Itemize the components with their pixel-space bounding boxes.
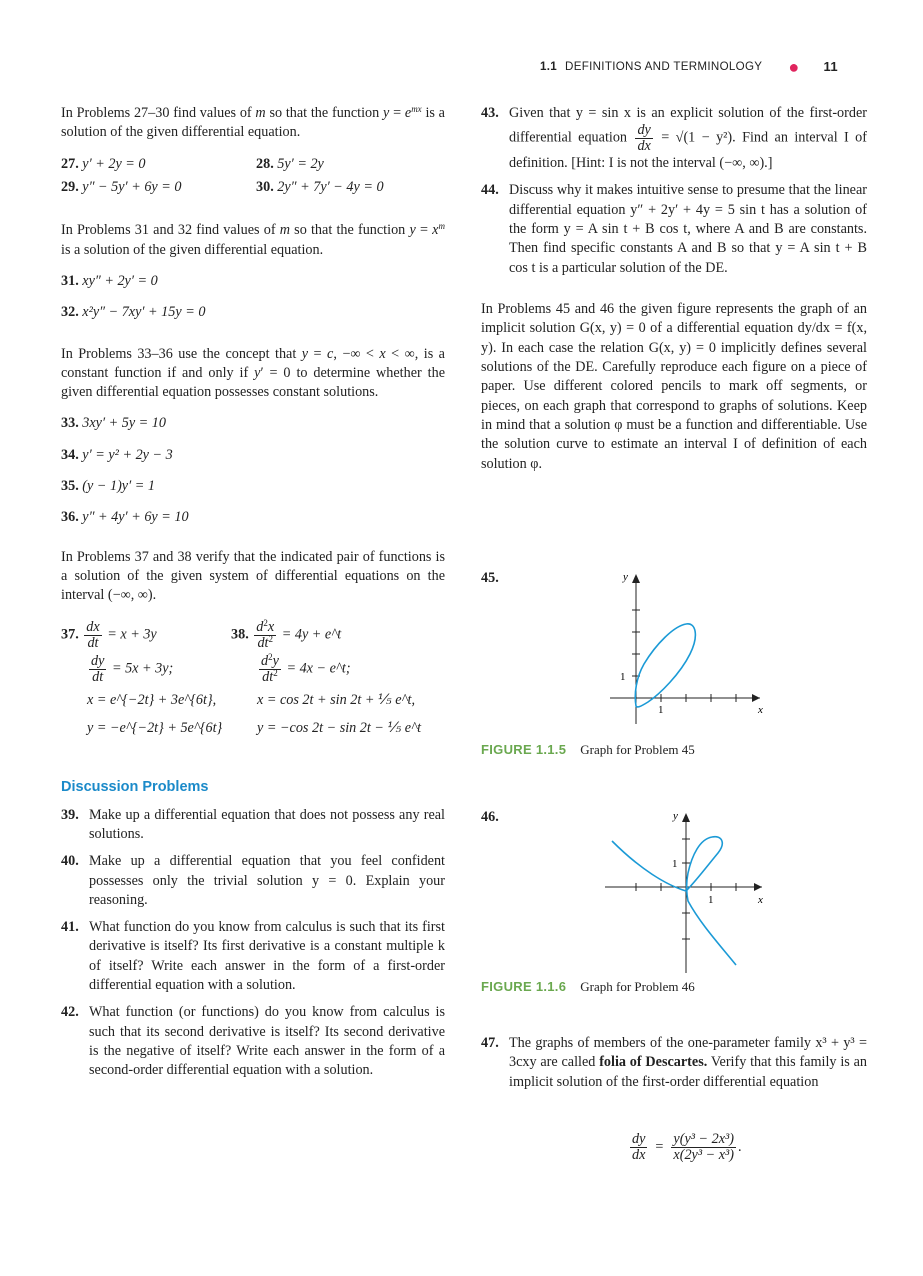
x-axis-label: x xyxy=(758,704,763,716)
problem-40: 40. Make up a differential equation that you feel confident possesses only the trivial solution y = 0. Explain your reasoning. xyxy=(61,853,445,908)
discussion-heading: Discussion Problems xyxy=(61,778,209,795)
problems-37-38 xyxy=(61,617,445,738)
tick-label-y: 1 xyxy=(672,858,678,870)
problem-number: 27. xyxy=(61,155,79,172)
x-arrow-icon xyxy=(752,694,760,702)
intro-27-30: In Problems 27–30 find values of m so that the function $y = e^{mx}$ is a solution of the given differential equation. xyxy=(61,104,445,141)
running-header xyxy=(540,58,866,76)
derivative-dy-dt: $\frac{dy}{dt}$ xyxy=(91,653,105,686)
problem-number: 37. xyxy=(61,626,79,643)
equation: 2y″ + 7y′ − 4y = 0 xyxy=(277,178,384,195)
y-axis-label: y xyxy=(623,571,628,583)
folium-curve xyxy=(612,837,736,965)
problem-number: 30. xyxy=(256,178,274,195)
derivative-dy-dx: $\frac{dy}{dx}$ xyxy=(632,1131,646,1163)
x-arrow-icon xyxy=(754,883,762,891)
solution-x: x = e^{−2t} + 3e^{6t}, xyxy=(87,692,217,709)
equation: = 4x − e^t; xyxy=(286,661,351,678)
section-title: DEFINITIONS AND TERMINOLOGY xyxy=(565,60,763,74)
problem-number: 38. xyxy=(231,626,249,643)
problem-39: 39. Make up a differential equation that does not possess any real solutions. xyxy=(61,806,445,842)
solution-y: y = −cos 2t − sin 2t − ⅕ e^t xyxy=(257,719,422,736)
intro-33-36: In Problems 33–36 use the concept that y = c, −∞ < x < ∞, is a constant function if and only if y′ = 0 to determine whether the given differential equation possesses constant solutions. xyxy=(61,345,445,401)
problem-32: 32. x²y″ − 7xy′ + 15y = 0 xyxy=(61,304,206,321)
tick-label-x: 1 xyxy=(658,704,664,716)
problem-41: 41. What function do you know from calculus is such that its first derivative is itself? Its first derivative is a constant multiple k of itself? Write each answer in the form of a first-order differential equation with a solution. xyxy=(61,919,445,994)
x-axis-label: x xyxy=(758,894,763,906)
problem-44: 44. Discuss why it makes intuitive sense to presume that the linear differential equation y″ + 2y′ + 4y = 5 sin t has a solution of the form y = A sin t + B cos t, where A and B are constants. Then find specific constants A and B so that y = A sin t + B cos t is a particular solution of the DE. xyxy=(481,182,867,276)
problems-27-30 xyxy=(61,155,445,198)
y-arrow-icon xyxy=(682,813,690,822)
problem-46-number: 46. xyxy=(481,809,499,825)
intro-37-38: In Problems 37 and 38 verify that the indicated pair of functions is a solution of the given system of differential equations on the interval (−∞, ∞). xyxy=(61,548,445,604)
folia-term: folia of Descartes. xyxy=(599,1054,708,1071)
derivative-dx-dt: $\frac{dx}{dt}$ xyxy=(86,618,100,651)
derivative-d2y-dt2: $\frac{d^2y}{dt^2}$ xyxy=(261,652,279,686)
y-axis-label: y xyxy=(673,810,678,822)
left-column xyxy=(61,104,445,1081)
right-column xyxy=(481,104,867,474)
section-number: 1.1 xyxy=(540,60,558,74)
intro-31-32: In Problems 31 and 32 find values of m so that the function $y = x^m$ is a solution of the given differential equation. xyxy=(61,221,445,258)
y-arrow-icon xyxy=(632,574,640,583)
figure-1-1-5-caption: FIGURE 1.1.5 Graph for Problem 45 xyxy=(481,742,695,757)
equation: = 5x + 3y; xyxy=(111,661,174,678)
figure-1-1-6-caption: FIGURE 1.1.6 Graph for Problem 46 xyxy=(481,979,695,994)
problem-45-number: 45. xyxy=(481,570,499,586)
problem-31: 31. xy″ + 2y′ = 0 xyxy=(61,272,158,289)
problem-42: 42. What function (or functions) do you know from calculus is such that its second derivative is itself? Its second derivative is the negative of itself? Write each answer in the form of a second-order differential equation with a solution. xyxy=(61,1004,445,1079)
problem-number: 28. xyxy=(256,155,274,172)
problem-33: 33. 3xy′ + 5y = 10 xyxy=(61,415,166,432)
equation: y′ + 2y = 0 xyxy=(82,155,146,172)
problem-43: 43. Given that y = sin x is an explicit solution of the first-order differential equation $\frac{dy}{dx}$ = √(1 − y²). Find an interval I of definition. [Hint: I is not the interval (−∞, ∞).] xyxy=(481,105,867,172)
equation: = 4y + e^t xyxy=(281,626,342,643)
equation: = x + 3y xyxy=(107,626,157,643)
problem-36: 36. y″ + 4y′ + 6y = 10 xyxy=(61,509,189,526)
folium-de: $\frac{dy}{dx}$ = $\frac{\text{y(y³ − 2x³)}}{\text{x(2y³ − x³)}}$ . xyxy=(632,1131,742,1163)
intro-45-46: In Problems 45 and 46 the given figure represents the graph of an implicit solution G(x, y) = 0 of a differential equation dy/dx = f(x, y). In each case the relation G(x, y) = 0 implicitly defines several solutions of the DE. Carefully reproduce each figure on a piece of paper. Use different colored pencils to mark off segments, or pieces, on each graph that correspond to graphs of solutions. Keep in mind that a solution φ must be a function and differentiable. Use the solution curve to estimate an interval I of definition of each solution φ. xyxy=(481,301,867,472)
equation: 5y′ = 2y xyxy=(277,155,324,172)
problem-34: 34. y′ = y² + 2y − 3 xyxy=(61,446,173,463)
figure-1-1-5-graph xyxy=(600,566,780,726)
tick-label-y: 1 xyxy=(620,671,626,683)
problem-47: 47. The graphs of members of the one-parameter family x³ + y³ = 3cxy are called folia of Descartes. Verify that this family is an implicit solution of the first-order differential equation xyxy=(481,1035,867,1090)
equation: y″ − 5y′ + 6y = 0 xyxy=(82,178,182,195)
tick-label-x: 1 xyxy=(708,894,714,906)
rhs-fraction: $\frac{\text{y(y³ − 2x³)}}{\text{x(2y³ − x³)}}$ xyxy=(673,1131,735,1163)
bullet-icon: ● xyxy=(788,57,800,77)
derivative-dy-dx: $\frac{dy}{dx}$ xyxy=(637,122,651,155)
problem-35: 35. (y − 1)y′ = 1 xyxy=(61,478,155,495)
problem-number: 29. xyxy=(61,178,79,195)
figure-1-1-6-graph xyxy=(600,807,780,975)
page-number: 11 xyxy=(823,59,838,75)
solution-y: y = −e^{−2t} + 5e^{6t} xyxy=(87,719,223,736)
solution-x: x = cos 2t + sin 2t + ⅕ e^t, xyxy=(257,692,416,709)
derivative-d2x-dt2: $\frac{d^2x}{dt^2}$ xyxy=(256,617,275,651)
